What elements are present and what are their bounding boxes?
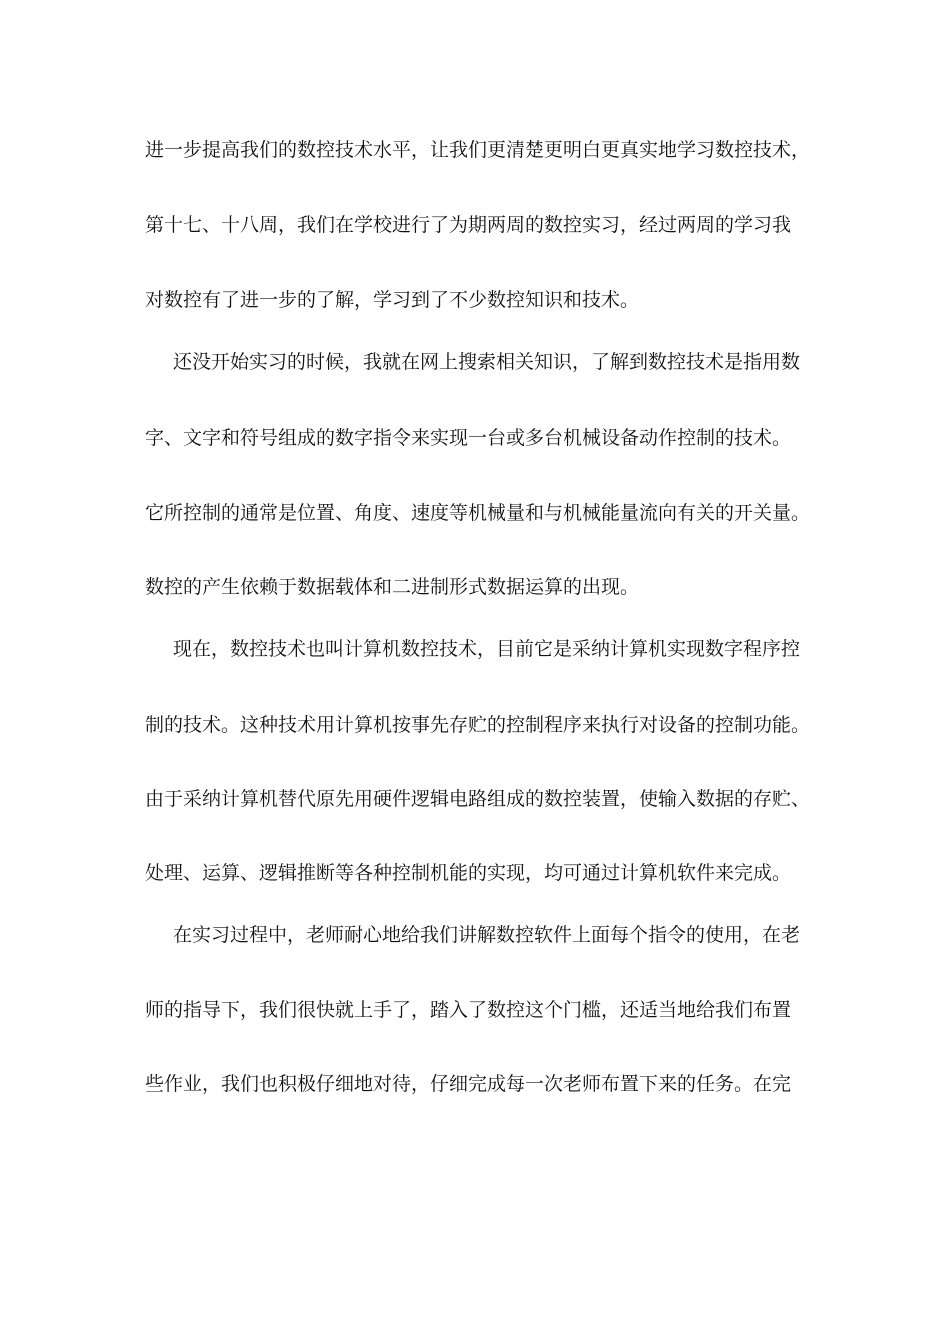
text-line: 字、文字和符号组成的数字指令来实现一台或多台机械设备动作控制的技术。 [145, 427, 792, 449]
paragraph-first-line: 在实习过程中，老师耐心地给我们讲解数控软件上面每个指令的使用，在老 [173, 924, 801, 946]
text-line: 进一步提高我们的数控技术水平，让我们更清楚更明白更真实地学习数控技术， [145, 139, 811, 161]
paragraph-first-line: 还没开始实习的时候，我就在网上搜索相关知识，了解到数控技术是指用数 [173, 351, 801, 373]
text-line: 些作业，我们也积极仔细地对待，仔细完成每一次老师布置下来的任务。在完 [145, 1073, 792, 1095]
text-line: 师的指导下，我们很快就上手了，踏入了数控这个门槛，还适当地给我们布置 [145, 999, 792, 1021]
text-line: 对数控有了进一步的了解，学习到了不少数控知识和技术。 [145, 289, 640, 311]
text-line: 数控的产生依赖于数据载体和二进制形式数据运算的出现。 [145, 576, 640, 598]
text-line: 制的技术。这种技术用计算机按事先存贮的控制程序来执行对设备的控制功能。 [145, 714, 811, 736]
paragraph-first-line: 现在，数控技术也叫计算机数控技术，目前它是采纳计算机实现数字程序控 [173, 638, 801, 660]
text-line: 处理、运算、逻辑推断等各种控制机能的实现，均可通过计算机软件来完成。 [145, 862, 792, 884]
text-line: 它所控制的通常是位置、角度、速度等机械量和与机械能量流向有关的开关量。 [145, 502, 811, 524]
text-line: 第十七、十八周，我们在学校进行了为期两周的数控实习，经过两周的学习我 [145, 214, 792, 236]
text-line: 由于采纳计算机替代原先用硬件逻辑电路组成的数控装置，使输入数据的存贮、 [145, 788, 811, 810]
